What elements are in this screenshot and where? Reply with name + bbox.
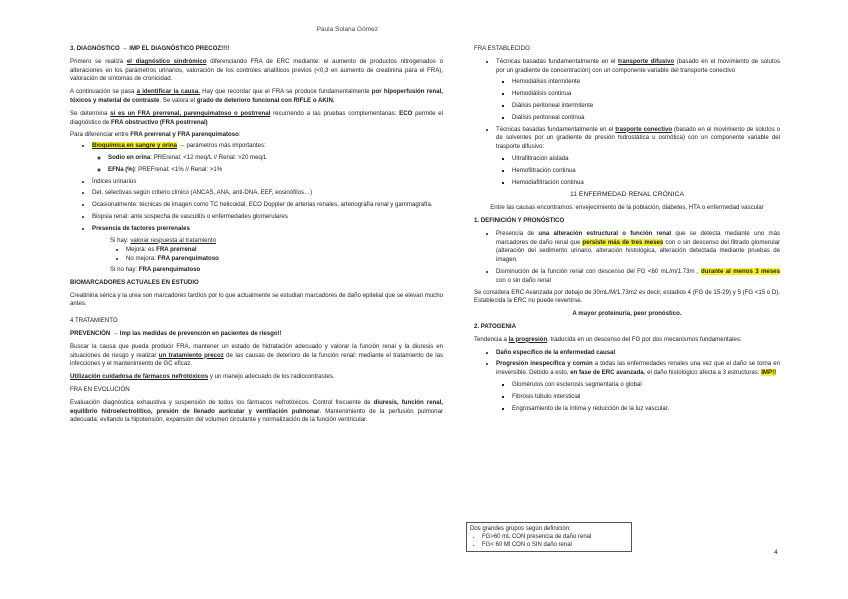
pathogenesis-title: 2. PATOGENIA — [474, 322, 516, 330]
pathogenesis-paragraph: Tendencia a la progresión, traducida en un descenso del FG por dos mecanismos fundamentales: — [474, 335, 742, 343]
list-item: ▪ Fibrosis túbulo intersticial — [512, 393, 780, 402]
page-number: 4 — [774, 549, 778, 556]
left-column — [70, 45, 443, 429]
list-item: ▪ Hemodiálisis continua — [512, 90, 780, 99]
nephrotoxic-paragraph: Utilización cuidadosa de fármacos nefrotóxicos y un manejo adecuado de los radiocontrastes. — [70, 373, 335, 381]
list-item: ▪ Diálisis peritoneal intermitente — [512, 102, 780, 111]
list-item: • Técnicas basadas fundamentalmente en el transporte difusivo (basado en el movimiento de solutos por un gradiente de concentración) con un componente variable del transporte conectivo ▪ Hemodiálisis intermitente ▪ Hemodiálisis continua ▪ Diálisis peritoneal intermitente ▪ Diálisis peritoneal continua — [496, 58, 780, 123]
section-3-title: 3. DIAGNÓSTICO → IMP EL DIAGNÓSTICO PRECOZ!!!! — [70, 45, 230, 52]
advanced-ckd-paragraph: Se considera ERC Avanzada por debajo de 30mL/M/1.73m2 es decir, estadios 4 (FG de 15-29) y 5 (FG <15 o D). Establecida la ERC no puede revertirse. — [474, 288, 780, 305]
right-column — [474, 45, 780, 416]
section-4-title: 4 TRATAMIENTO — [70, 317, 118, 325]
histological-structures-list — [496, 381, 780, 413]
list-item: ▪ Diálisis peritoneal continua — [512, 114, 780, 123]
prevention-paragraph: Buscar la causa que pueda producir FRA, mantener un estado de hidratación adecuado y valorar la función renal y la diuresis en situaciones de riesgo y realizar un tratamiento precoz de las causas de deterioro de la función renal: mediante el tratamiento de las infecciones y el mantenimiento de GC eficaz. — [70, 342, 444, 368]
list-item: • Presencia de factores prerrenales — [92, 225, 443, 234]
list-item: ◦ Sodio en orina: PRErenal: <12 meq/L // Renal: >20 meq/L — [108, 154, 443, 163]
techniques-list — [474, 58, 780, 188]
list-item: • Presencia de una alteración estructural o función renal que se detecta mediante uno más marcadores de daño renal que persiste más de tres meses con o sin descenso del filtrado glomerular (alteración del sedimento urinario, alteración histológica, alteración detectada mediante pruebas de imagen. — [496, 230, 780, 265]
list-item: ▪ Hemodiafiltración continua — [512, 179, 780, 188]
biomarkers-title: BIOMARCADORES ACTUALES EN ESTUDIO — [70, 278, 199, 286]
list-item: • No mejora: FRA parenquimatoso — [126, 255, 443, 264]
list-item: ▪ Engrosamiento de la íntima y reducción de la luz vascular. — [512, 405, 780, 414]
list-item: • Índices urinarios — [92, 178, 443, 187]
diagnosis-paragraph-3: Se determina si es un FRA prerrenal, parenquimatoso o postrrenal recurriendo a las pruebas complementarias: ECO permite el diagnóstico de FRA obstructivo (FRA postrrenal) — [70, 109, 443, 126]
definition-groups-box — [466, 522, 632, 552]
section-11-title: 11 ENFERMEDAD RENAL CRÓNICA — [569, 191, 685, 199]
evolution-title: FRA EN EVOLUCIÓN — [70, 385, 130, 393]
box-title: Dos grandes grupos según definición: — [470, 526, 571, 532]
diagnosis-paragraph-4: Para diferenciar entre FRA prerrenal y FRA parenquimatoso: — [70, 131, 241, 139]
list-item: • Biopsia renal: ante sospecha de vasculitis o enfermedades glomerulares — [92, 213, 443, 222]
mechanisms-list — [474, 349, 780, 414]
list-item: • Daño específico de la enfermedad causal — [496, 349, 780, 358]
list-item: ▪ Glomérulos con esclerosis segmentaria o global — [512, 381, 780, 390]
diagnosis-paragraph-2: A continuación se pasa a identificar la causa. Hay que recordar que el FRA se produce fundamentalmente por hipoperfusión renal, tóxicos y material de contraste. Se valora el grado de deterioro funcional con RIFLE o AKIN. — [70, 88, 443, 104]
diffusive-techniques-list — [496, 78, 780, 122]
ckd-causes: Entre las causas encontramos: envejecimiento de la población, diabetes, HTA o enfermedad vascular — [490, 204, 764, 212]
list-item: • Técnicas basadas fundamentalmente en el trasporte conectivo (basado en el movimiento de solutos o de solventes por un gradiente de presión hidrostática u osmótica) con un componente variable del trasporte difusivo: ▪ Ultrafiltración aislada ▪ Hemofiltración continua ▪ Hemodiafiltración continua — [496, 126, 780, 188]
list-item: • Disminución de la función renal con descenso del FG <60 mL/m/1.73m , durante al menos 3 meses con o sin daño renal — [496, 268, 780, 286]
proteinuria-note: A mayor proteinuria, peor pronóstico. — [572, 310, 682, 318]
list-item: • Bioquímica en sangre y orina → parámetros más importantes: ◦ Sodio en orina: PRErenal: <12 meq/L // Renal: >20 meq/L ◦ EFNa (%): PREFrenal: <1% // Renal: >1% — [92, 142, 443, 174]
list-item: • Progresión inespecífica y común a todas las enfermedades renales una vez que el daño se torna en irreversible. Debido a esto, en fase de ERC avanzada, el daño histológico afecta a 3 estructuras: IMP!! ▪ Glomérulos con esclerosis segmentaria o global ▪ Fibrosis túbulo intersticial ▪ Engrosamiento de la íntima y reducción de la luz vascular. — [496, 360, 780, 413]
diagnosis-paragraph-1: Primero se realiza el diagnóstico sindrómico diferenciando FRA de ERC mediante: el aumento de productos nitrogenados o alteraciones en los parámetros urinarios, valoración de los controles analíticos previos (<0,3 en aumento de creatinina para el FRA), valoración de síntomas de cronicidad. — [70, 57, 443, 83]
list-item: • Det. selectivas según criterio clínico (ANCAS, ANA, anti-DNA, EEF, eosinófilos…) — [92, 189, 443, 198]
list-item: ◦ EFNa (%): PREFrenal: <1% // Renal: >1% — [108, 166, 443, 175]
page-header-author: Paula Solana Gómez — [316, 26, 378, 33]
list-item: ▪ Hemofiltración continua — [512, 167, 780, 176]
biomarkers-paragraph: Creatinina sérica y la urea son marcadores tardíos por lo que actualmente se estudian marcadores de daño epitelial que se elevan mucho antes. — [70, 291, 443, 308]
fra-established-title: FRA ESTABLECIDO — [474, 45, 530, 52]
list-item: • Mejora: es FRA prerrenal — [126, 246, 443, 255]
prevention-title: PREVENCIÓN → Imp las medidas de prevención en pacientes de riesgo!! — [70, 329, 282, 337]
list-item: • FG< 60 Ml CON o SIN daño renal — [482, 541, 628, 549]
list-item: ▪ Ultrafiltración aislada — [512, 155, 780, 164]
convective-techniques-list — [496, 155, 780, 187]
response-list — [70, 246, 443, 264]
si-hay-line: Si hay: valorar respuesta al tratamiento — [110, 236, 217, 244]
list-item: • Ocasionalmente: técnicas de imagen como TC helicoidal, ECO Doppler de arterias renales, arteriografía renal y gammagrafía. — [92, 201, 443, 210]
evolution-paragraph: Evaluación diagnóstica exhaustiva y suspensión de todos los fármacos nefrotóxicos. Control frecuente de diuresis, función renal, equilibrio hidroelectrolítico, presión de llenado auricular y ventilación pulmonar. Mantenimiento de la perfusión pulmonar adecuada: evitando la hipotensión, expansión del volumen circulante y normalización de la función ventricular. — [70, 398, 443, 424]
differential-list — [70, 142, 443, 233]
definition-list — [474, 230, 780, 286]
list-item: • FG>60 mL CON presencia de daño renal — [482, 533, 628, 541]
definition-title: 1. DEFINICIÓN Y PRONÓSTICO — [474, 216, 565, 224]
si-no-hay-line: Si no hay: FRA parenquimatoso — [110, 265, 201, 273]
box-list — [470, 533, 628, 549]
list-item: ▪ Hemodiálisis intermitente — [512, 78, 780, 87]
